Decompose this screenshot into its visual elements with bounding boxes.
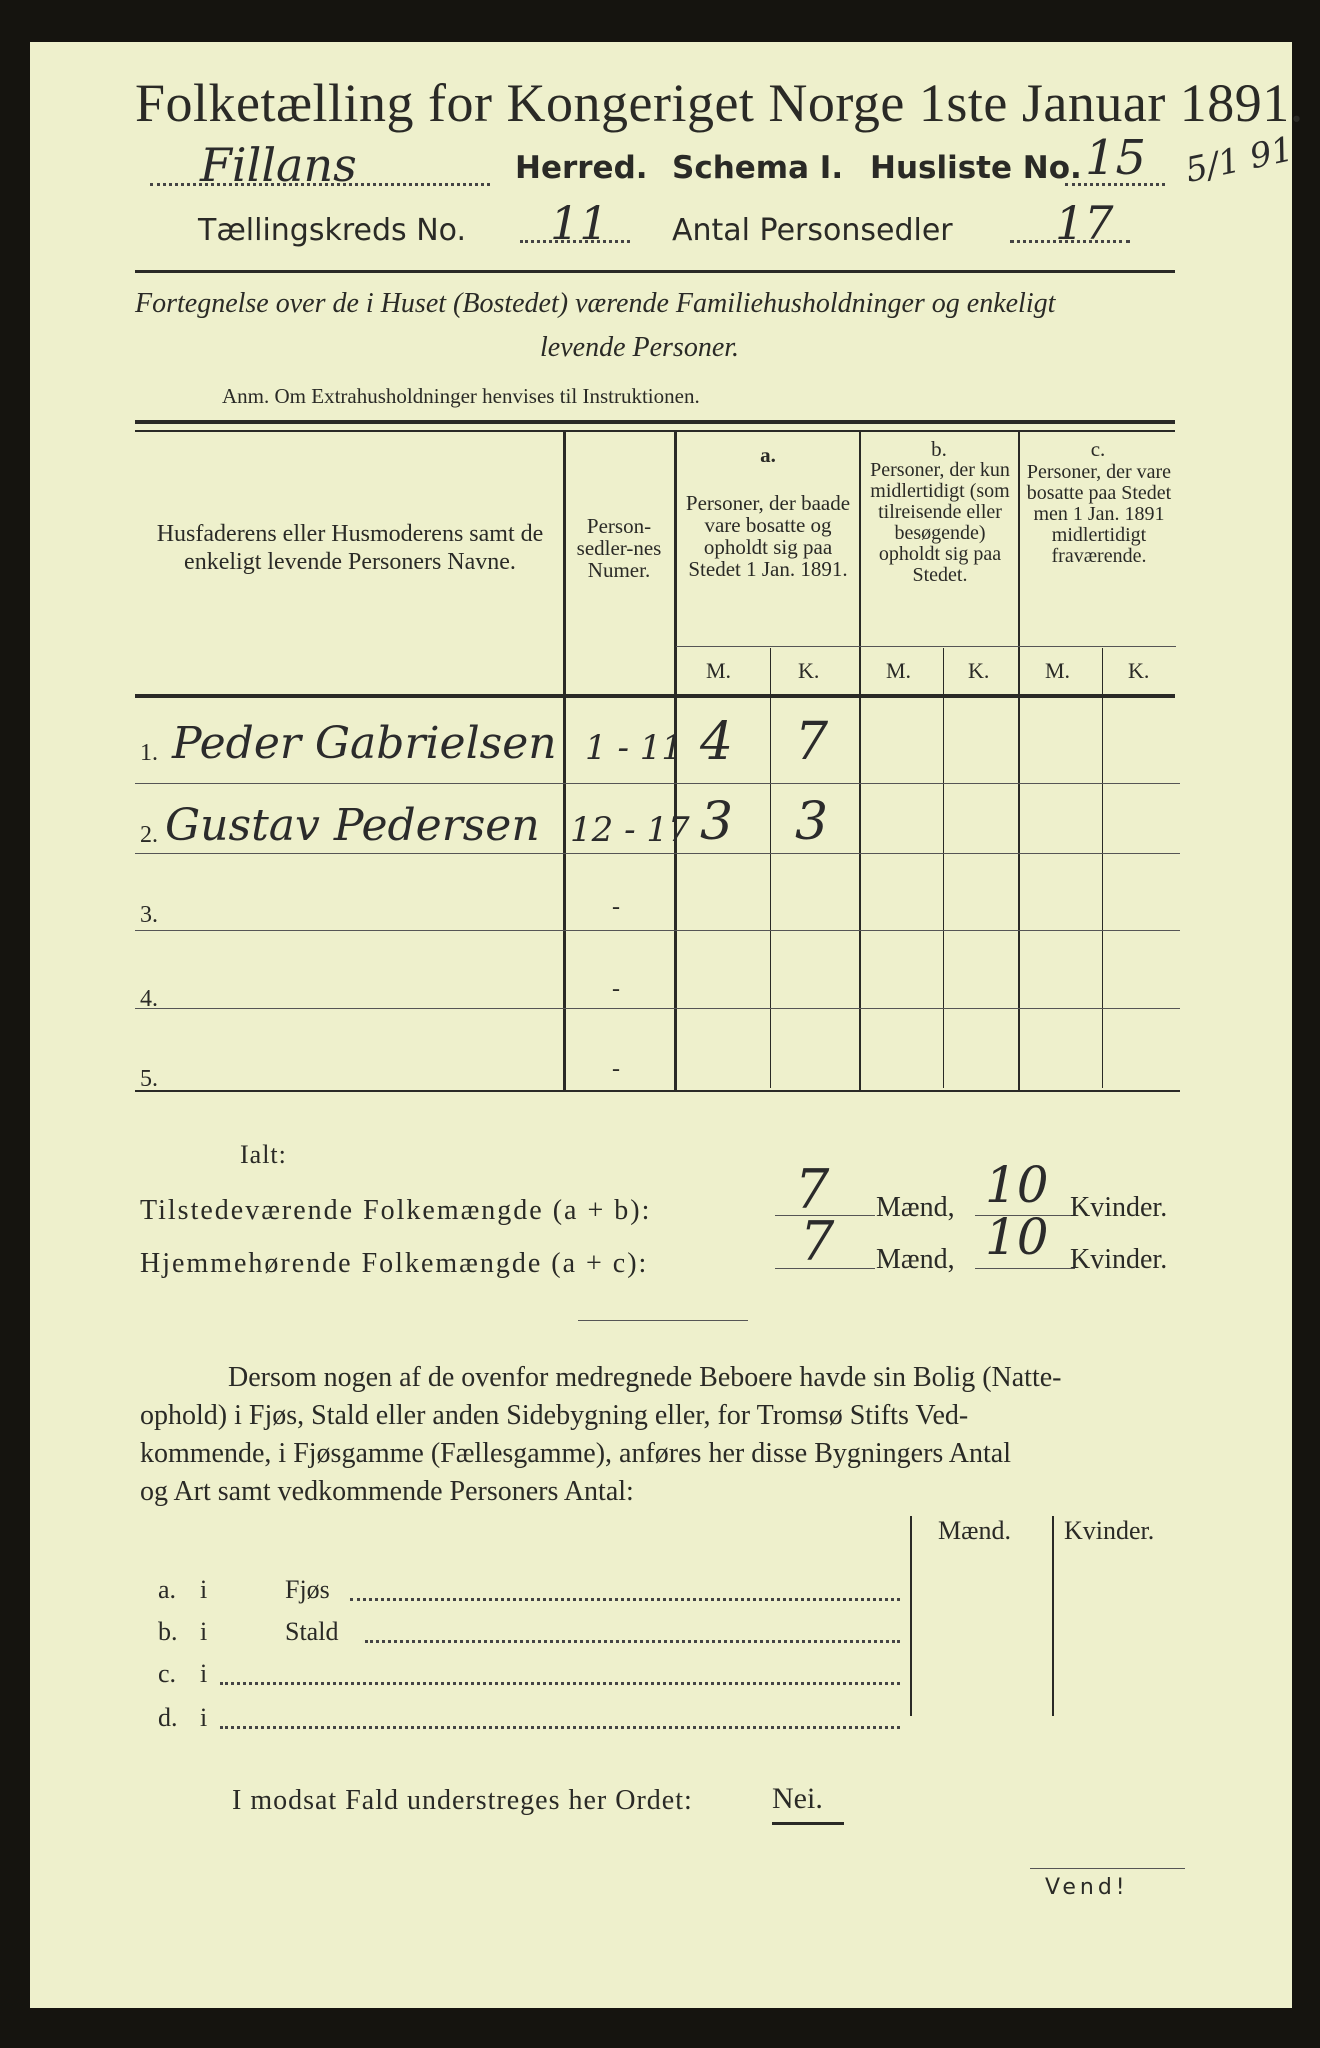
- building-row-dots: [350, 1598, 900, 1601]
- c-k-label: K.: [1128, 658, 1150, 683]
- hjemme-k: 10: [985, 1208, 1049, 1266]
- buildings-para-2: ophold) i Fjøs, Stald eller anden Sidebygning eller, for Tromsø Stifts Ved-: [140, 1400, 969, 1431]
- mk-header-rule: [676, 646, 1176, 647]
- col-divider-c-mk: [1102, 648, 1103, 1088]
- row-numer: 1 - 11: [585, 728, 683, 768]
- herred-dotted-line: [150, 183, 490, 186]
- col-a-header: Personer, der baade vare bosatte og opholdt sig paa Stedet 1 Jan. 1891.: [685, 491, 851, 581]
- date-note: 5/1 91: [1182, 129, 1297, 191]
- kreds-value: 11: [550, 196, 609, 250]
- building-row-label: Fjøs: [285, 1575, 330, 1604]
- hjemme-m: 7: [800, 1210, 835, 1273]
- hjemme-maend: Mænd,: [876, 1244, 955, 1275]
- row-name: Peder Gabrielsen: [172, 718, 557, 769]
- building-row-i: i: [200, 1617, 208, 1646]
- schema-label: Schema I.: [672, 150, 844, 186]
- anm-note: Anm. Om Extrahusholdninger henvises til Instruktionen.: [222, 384, 700, 408]
- herred-label: Herred.: [515, 150, 648, 186]
- buildings-divider-2: [1052, 1516, 1054, 1716]
- intro-line-2: levende Personer.: [540, 332, 740, 363]
- col-divider-a: [859, 430, 861, 1090]
- row-numer: -: [612, 894, 620, 920]
- row-index: 5.: [140, 1066, 158, 1092]
- b-k-label: K.: [968, 658, 990, 683]
- building-row-i: i: [200, 1703, 208, 1732]
- antal-label: Antal Personsedler: [672, 213, 953, 248]
- building-row-letter: d.: [158, 1703, 178, 1732]
- hjemme-label: Hjemmehørende Folkemængde (a + c):: [140, 1248, 649, 1279]
- row-numer: -: [612, 976, 620, 1002]
- tilstede-kvinder: Kvinder.: [1070, 1192, 1168, 1223]
- row-a-k: 7: [795, 712, 829, 772]
- row-index: 2.: [140, 822, 158, 848]
- building-row-dots: [365, 1640, 900, 1643]
- col-names-header: Husfaderens eller Husmoderens samt de enkeligt levende Personers Navne.: [156, 521, 544, 575]
- building-row-dots: [220, 1726, 900, 1729]
- table-bottom-rule: [135, 1090, 1180, 1092]
- nei-instruction: I modsat Fald understreges her Ordet:: [232, 1785, 693, 1816]
- building-row-letter: a.: [158, 1575, 177, 1604]
- intro-line-1: Fortegnelse over de i Huset (Bostedet) værende Familiehusholdninger og enkeligt: [135, 288, 1056, 319]
- building-row-i: i: [200, 1575, 208, 1604]
- row-a-m: 4: [700, 712, 734, 772]
- row-numer: -: [612, 1056, 620, 1082]
- col-num-header: Person-sedler-nes Numer.: [576, 514, 662, 582]
- row-line-1: [135, 783, 1180, 784]
- table-top-rule: [135, 420, 1175, 424]
- buildings-divider-1: [910, 1516, 912, 1716]
- col-a-letter: a.: [760, 443, 776, 467]
- husliste-value: 15: [1085, 130, 1147, 186]
- vend-rule: [1030, 1868, 1185, 1869]
- row-index: 3.: [140, 902, 158, 928]
- c-m-label: M.: [1045, 658, 1071, 683]
- ialt-label: Ialt:: [240, 1140, 287, 1169]
- tilstede-k: 10: [985, 1156, 1049, 1214]
- building-row-dots: [220, 1682, 900, 1685]
- husliste-label: Husliste No.: [870, 150, 1082, 186]
- row-a-k: 3: [795, 792, 829, 852]
- buildings-para-3: kommende, i Fjøsgamme (Fællesgamme), anføres her disse Bygningers Antal: [140, 1438, 1011, 1469]
- building-row-letter: b.: [158, 1617, 178, 1646]
- header-rule: [135, 270, 1175, 273]
- kreds-label: Tællingskreds No.: [198, 213, 466, 248]
- tilstede-label: Tilstedeværende Folkemængde (a + b):: [140, 1195, 652, 1226]
- herred-value: Fillans: [200, 138, 357, 192]
- row-line-4: [135, 1008, 1180, 1009]
- col-divider-b-mk: [943, 648, 944, 1088]
- row-line-3: [135, 930, 1180, 931]
- hjemme-k-underline: [975, 1268, 1075, 1269]
- building-row-i: i: [200, 1659, 208, 1688]
- nei-underline: [772, 1822, 844, 1825]
- col-b-header: Personer, der kun midlertidigt (som tilreisende eller besøgende) opholdt sig paa Stedet.: [870, 459, 1010, 586]
- form-title: Folketælling for Kongeriget Norge 1ste Januar 1891.: [135, 73, 1304, 133]
- col-b-letter: b.: [931, 437, 947, 461]
- row-index: 4.: [140, 986, 158, 1012]
- col-c-letter: c.: [1090, 437, 1106, 461]
- buildings-col-kvinder: Kvinder.: [1064, 1516, 1155, 1545]
- row-line-2: [135, 853, 1180, 854]
- col-c-header: Personer, der vare bosatte paa Stedet men 1 Jan. 1891 midlertidigt fraværende.: [1026, 461, 1172, 567]
- b-m-label: M.: [886, 658, 912, 683]
- tilstede-m: 7: [795, 1158, 830, 1221]
- buildings-para-4: og Art samt vedkommende Personers Antal:: [140, 1476, 634, 1507]
- buildings-col-maend: Mænd.: [938, 1516, 1011, 1545]
- col-divider-a-mk: [770, 648, 771, 1088]
- row-a-m: 3: [700, 792, 734, 852]
- row-name: Gustav Pedersen: [165, 800, 540, 851]
- section-divider: [578, 1320, 748, 1321]
- row-numer: 12 - 17: [570, 810, 690, 850]
- building-row-label: Stald: [285, 1617, 339, 1646]
- hjemme-kvinder: Kvinder.: [1070, 1244, 1168, 1275]
- col-divider-b: [1018, 430, 1020, 1090]
- vend-text: Vend!: [1045, 1875, 1129, 1900]
- a-k-label: K.: [798, 658, 820, 683]
- antal-value: 17: [1055, 196, 1114, 250]
- a-m-label: M.: [706, 658, 732, 683]
- tilstede-maend: Mænd,: [876, 1192, 955, 1223]
- building-row-letter: c.: [158, 1659, 177, 1688]
- nei-word: Nei.: [772, 1782, 823, 1815]
- buildings-para-1: Dersom nogen af de ovenfor medregnede Beboere havde sin Bolig (Natte-: [228, 1362, 1062, 1393]
- row-index: 1.: [140, 740, 158, 766]
